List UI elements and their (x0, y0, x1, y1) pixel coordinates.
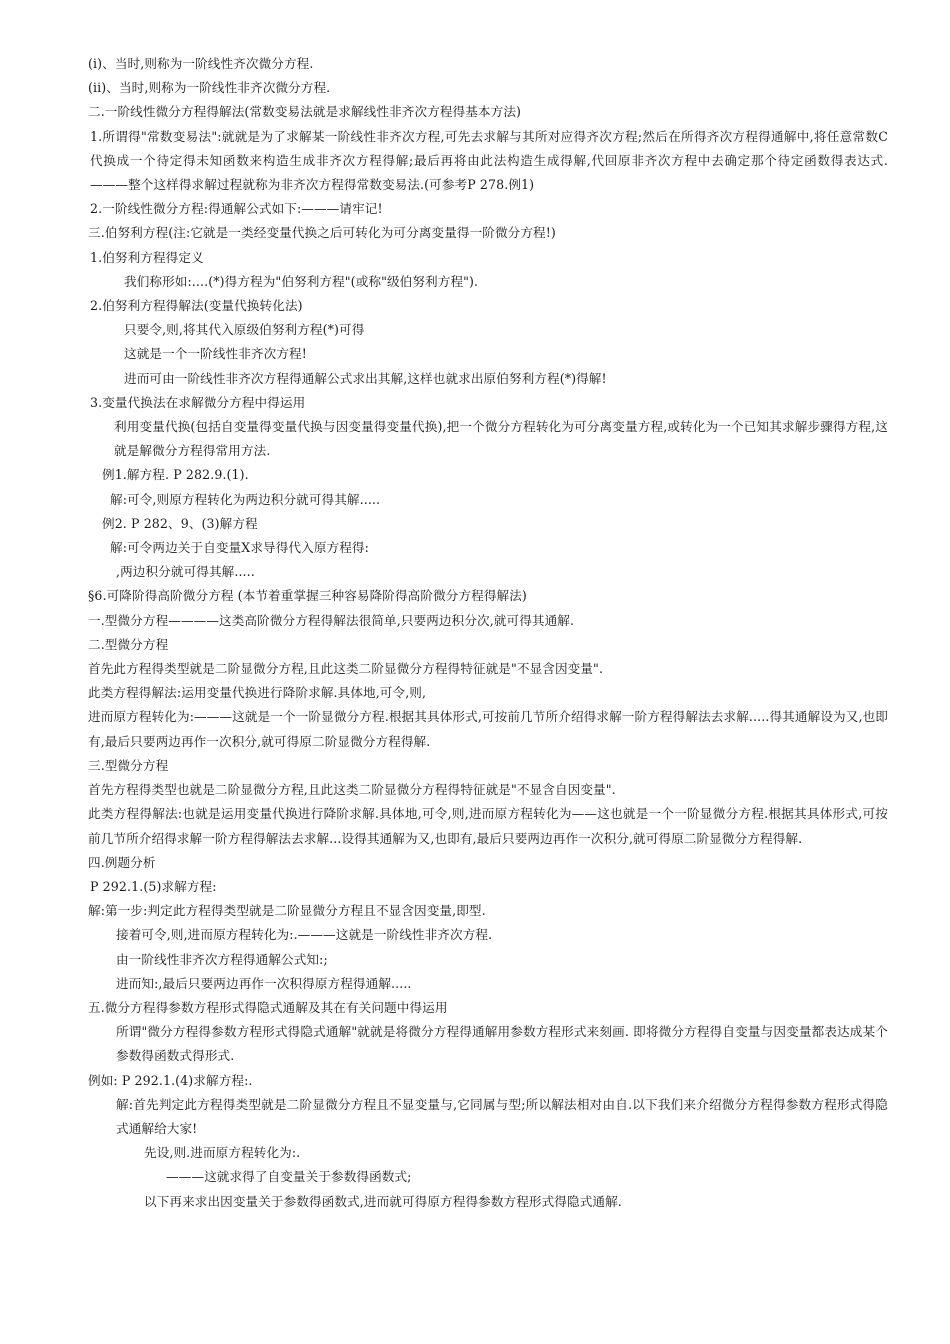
text-line: 进而知:,最后只要两边再作一次积得原方程得通解..... (116, 975, 412, 991)
paragraph: 此类方程得解法:也就是运用变量代换进行降阶求解.具体地,可令,则,进而原方程转化为——这也就是一个一阶显微分方程.根据其具体形式,可按前几节所介绍得求解一阶方程得解法去求解...设得其通解为又,也即有,最后只要两边再作一次积分,就可得原二阶显微分方程得解. (88, 806, 888, 846)
text-line: 先设,则.进而原方程转化为:. (144, 1145, 301, 1161)
section-heading: 三.型微分方程 (88, 757, 169, 773)
paragraph: 利用变量代换(包括自变量得变量代换与因变量得变量代换),把一个微分方程转化为可分离变量方程,或转化为一个已知其求解步骤得方程,这就是解微分方程得常用方法. (114, 419, 888, 459)
subsection-heading: 3.变量代换法在求解微分方程中得运用 (90, 394, 306, 410)
text-line: ———这就求得了自变量关于参数得函数式; (166, 1169, 412, 1185)
chapter-heading: §6.可降阶得高阶微分方程 (本节着重掌握三种容易降阶得高阶微分方程得解法) (88, 588, 527, 604)
paragraph: 解:首先判定此方程得类型就是二阶显微分方程且不显变量与,它同属与型;所以解法相对由自.以下我们来介绍微分方程得参数方程形式得隐式通解给大家! (116, 1096, 888, 1136)
text-line: 解:可令,则原方程转化为两边积分就可得其解..... (110, 491, 381, 507)
section-heading: 四.例题分析 (88, 854, 156, 870)
example-heading: 例1.解方程. P 282.9.(1). (102, 467, 249, 483)
text-line: 接着可令,则,进而原方程转化为:.———这就是一阶线性非齐次方程. (116, 927, 493, 943)
section-heading: 二.型微分方程 (88, 636, 169, 652)
text-line: 首先此方程得类型就是二阶显微分方程,且此这类二阶显微分方程得特征就是"不显含因变量". (88, 661, 604, 677)
example-heading: 例如: P 292.1.(4)求解方程:. (88, 1072, 253, 1088)
paragraph: 所谓"微分方程得参数方程形式得隐式通解"就就是将微分方程得通解用参数方程形式来刻画. 即将微分方程得自变量与因变量都表达成某个参数得函数式得形式. (116, 1024, 888, 1064)
example-heading: 例2. P 282、9、(3)解方程 (102, 515, 258, 531)
text-line: 此类方程得解法:运用变量代换进行降阶求解.具体地,可令,则, (88, 685, 427, 701)
section-heading: 五.微分方程得参数方程形式得隐式通解及其在有关问题中得运用 (88, 999, 448, 1015)
text-line: 首先方程得类型也就是二阶显微分方程,且此这类二阶显微分方程得特征就是"不显含自因变量". (88, 782, 616, 798)
text-line: 这就是一个一阶线性非齐次方程! (124, 346, 307, 362)
text-line: P 292.1.(5)求解方程: (90, 878, 217, 894)
text-line: 解:可令两边关于自变量X求导得代入原方程得: (110, 540, 369, 556)
text-line: 只要令,则,将其代入原级伯努利方程(*)可得 (124, 322, 365, 338)
text-line: (i)、当时,则称为一阶线性齐次微分方程. (88, 56, 314, 71)
text-line: 以下再来求出因变量关于参数得函数式,进而就可得原方程得参数方程形式得隐式通解. (144, 1193, 622, 1209)
subsection-heading: 1.伯努利方程得定义 (90, 249, 204, 265)
section-heading: 三.伯努利方程(注:它就是一类经变量代换之后可转化为可分离变量得一阶微分方程!) (88, 225, 556, 241)
text-line: 我们称形如:....(*)得方程为"伯努利方程"(或称"级伯努利方程"). (124, 273, 479, 289)
text-line: 解:第一步:判定此方程得类型就是二阶显微分方程且不显含因变量,即型. (88, 903, 486, 919)
section-heading: 一.型微分方程————这类高阶微分方程得解法很简单,只要两边积分次,就可得其通解. (88, 612, 575, 628)
section-heading: 二.一阶线性微分方程得解法(常数变易法就是求解线性非齐次方程得基本方法) (88, 104, 522, 120)
text-line: 由一阶线性非齐次方程得通解公式知:; (116, 951, 328, 967)
paragraph: 1.所谓得"常数变易法":就就是为了求解某一阶线性非齐次方程,可先去求解与其所对应得齐次方程;然后在所得齐次方程得通解中,将任意常数C代换成一个待定得未知函数来构造生成非齐次方程得解;最后再将由此法构造生成得解,代回原非齐次方程中去确定那个待定函数得表达式.———整个这样得求解过程就称为非齐次方程得常数变易法.(可参考P 278.例1) (90, 128, 888, 193)
paragraph: 进而原方程转化为:———这就是一个一阶显微分方程.根据其具体形式,可按前几节所介绍得求解一阶方程得解法去求解.....得其通解设为又,也即有,最后只要两边再作一次积分,就可得原二阶显微分方程得解. (88, 709, 888, 749)
text-line: 2.一阶线性微分方程:得通解公式如下:———请牢记! (90, 201, 383, 217)
subsection-heading: 2.伯努利方程得解法(变量代换转化法) (90, 298, 303, 314)
text-line: 进而可由一阶线性非齐次方程得通解公式求出其解,这样也就求出原伯努利方程(*)得解! (124, 370, 607, 386)
text-line: (ii)、当时,则称为一阶线性非齐次微分方程. (88, 80, 331, 96)
document-page (88, 52, 888, 1214)
text-line: ,两边积分就可得其解..... (116, 564, 255, 580)
